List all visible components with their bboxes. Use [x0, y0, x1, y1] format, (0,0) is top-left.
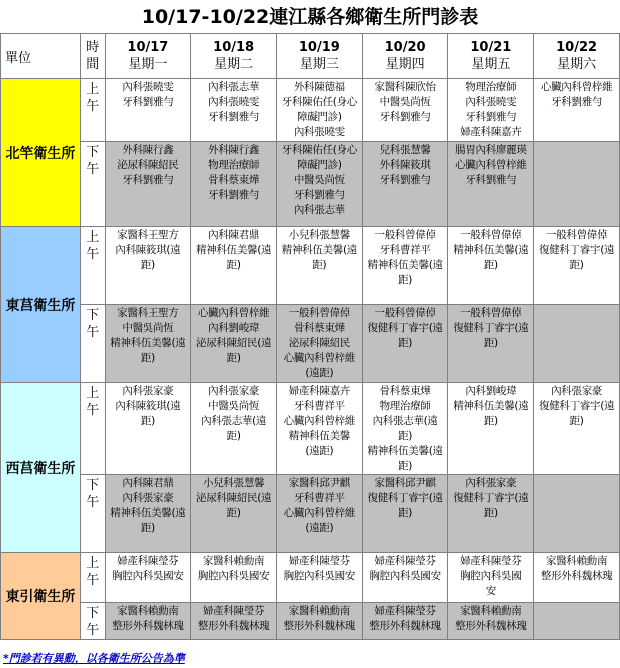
doctor-entry: 牙科劉雅勻 [551, 96, 603, 108]
doctor-entry: 距) [140, 522, 155, 534]
doctor-entry: 距) [398, 507, 413, 519]
doctor-entry: 家醫科賴勳南 [117, 605, 179, 617]
station-pm-row [1, 142, 620, 227]
doctor-entry: 精神科伍美馨(遠 [281, 244, 357, 256]
doctor-entry: 婦產科陳瑩芬 [203, 605, 265, 617]
schedule-cell [105, 79, 191, 142]
doctor-entry: 精神科伍美馨(遠 [453, 400, 529, 412]
doctor-entry: 外科陳行鑫 [122, 144, 174, 156]
doctor-entry: 內科張曉雯 [208, 96, 260, 108]
schedule-cell [534, 79, 620, 142]
doctor-entry: 婦產科陳瑩芬 [374, 605, 436, 617]
doctor-entry: 復健科丁睿宇(遠 [367, 322, 443, 334]
doctor-entry: 距) [312, 259, 327, 271]
doctor-entry: 復健科丁睿宇(遠 [367, 492, 443, 504]
doctor-entry: 距) [140, 415, 155, 427]
schedule-cell [534, 142, 620, 227]
doctor-entry: 泌尿科陳紹民(遠 [196, 337, 272, 349]
doctor-entry: 骨科蔡東燁 [379, 385, 431, 397]
day-weekday: 星期三 [299, 57, 339, 72]
day-date: 10/19 [298, 40, 340, 55]
period-text: 下午 [86, 478, 100, 510]
schedule-cell [448, 383, 534, 475]
period-label [80, 305, 105, 383]
time-header-label: 時間 [86, 40, 100, 72]
doctor-entry: 心臟內科曾梓維 [283, 507, 356, 519]
doctor-entry: 內科陳筱琪(遠 [115, 400, 181, 412]
doctor-entry: 距) [483, 415, 498, 427]
doctor-entry: 內科張家豪 [465, 477, 517, 489]
day-date: 10/18 [213, 40, 255, 55]
period-text: 上午 [86, 556, 100, 588]
day-date: 10/22 [556, 40, 598, 55]
schedule-cell [277, 603, 363, 640]
doctor-entry: 整形外科魏林瑰 [112, 620, 184, 632]
schedule-body [1, 79, 620, 640]
doctor-entry: 一般科曾偉倬 [460, 307, 522, 319]
period-label [80, 227, 105, 305]
time-header [80, 34, 105, 79]
schedule-cell [448, 603, 534, 640]
period-label [80, 475, 105, 553]
doctor-entry: 骨科蔡東燁 [208, 174, 260, 186]
doctor-entry: 距) [398, 460, 413, 472]
doctor-entry: 牙科劉雅勻 [208, 189, 260, 201]
doctor-entry: (遠距) [305, 445, 334, 457]
doctor-entry: 一般科曾偉倬 [546, 229, 608, 241]
doctor-entry: 復健科丁睿宇(遠 [453, 322, 529, 334]
schedule-cell [191, 383, 277, 475]
doctor-entry: 家醫科賴勳南 [288, 605, 350, 617]
doctor-entry: 牙科劉雅勻 [465, 174, 517, 186]
schedule-cell [448, 79, 534, 142]
doctor-entry: 精神科伍美馨(遠 [110, 507, 186, 519]
schedule-cell [277, 553, 363, 603]
doctor-entry: 距) [140, 259, 155, 271]
schedule-cell [105, 553, 191, 603]
schedule-cell [534, 227, 620, 305]
schedule-cell [534, 305, 620, 383]
day-weekday: 星期六 [557, 57, 597, 72]
doctor-entry: 中醫吳尚恆 [379, 96, 431, 108]
schedule-cell [448, 475, 534, 553]
doctor-entry: 牙科陳佑任(身心 [281, 96, 357, 108]
doctor-entry: 精神科伍美馨(遠 [367, 259, 443, 271]
schedule-cell [362, 142, 448, 227]
day-date: 10/17 [127, 40, 169, 55]
doctor-entry: 距) [226, 507, 241, 519]
period-text: 下午 [86, 606, 100, 638]
doctor-entry: 內科張曉雯 [293, 126, 345, 138]
doctor-entry: 距) [226, 430, 241, 442]
doctor-entry: 內科張家豪 [122, 385, 174, 397]
schedule-cell [105, 142, 191, 227]
day-weekday: 星期一 [128, 57, 168, 72]
doctor-entry: 內科陳筱琪(遠 [115, 244, 181, 256]
doctor-entry: 距) [398, 430, 413, 442]
day-weekday: 星期二 [214, 57, 254, 72]
doctor-entry: 距) [226, 352, 241, 364]
doctor-entry: 精神科伍美馨(遠 [196, 244, 272, 256]
doctor-entry: 家醫科賴勳南 [546, 555, 608, 567]
schedule-cell [191, 475, 277, 553]
doctor-entry: 家醫科王聖方 [117, 307, 179, 319]
schedule-cell [362, 553, 448, 603]
doctor-entry: 胸腔內科吳國安 [369, 570, 441, 582]
doctor-entry: 牙科劉雅勻 [379, 111, 431, 123]
schedule-cell [362, 79, 448, 142]
day-header [362, 34, 448, 79]
schedule-cell [105, 475, 191, 553]
day-header [277, 34, 363, 79]
day-date: 10/21 [470, 40, 512, 55]
doctor-entry: 距) [140, 352, 155, 364]
doctor-entry: 心臟內科曾梓維 [197, 307, 270, 319]
doctor-entry: 牙科曹祥平 [379, 244, 431, 256]
doctor-entry: 牙科曹祥平 [293, 492, 345, 504]
doctor-entry: 障礙門診) [297, 111, 342, 123]
doctor-entry: 中醫吳尚恆 [293, 174, 345, 186]
doctor-entry: (遠距) [305, 522, 334, 534]
period-label [80, 79, 105, 142]
schedule-cell [362, 383, 448, 475]
doctor-entry: 中醫吳尚恆 [122, 322, 174, 334]
doctor-entry: 內科張家豪 [208, 385, 260, 397]
schedule-cell [362, 475, 448, 553]
period-text: 上午 [86, 82, 100, 114]
doctor-entry: 精神科伍美馨(遠 [453, 244, 529, 256]
doctor-entry: 內科張家豪 [551, 385, 603, 397]
doctor-entry: 心臟內科曾梓維 [540, 81, 613, 93]
doctor-entry: 婦產科陳瑩芬 [288, 555, 350, 567]
doctor-entry: 小兒科張慧馨 [203, 477, 265, 489]
doctor-entry: 牙科劉雅勻 [122, 96, 174, 108]
doctor-entry: 內科張志華 [293, 204, 345, 216]
schedule-cell [534, 603, 620, 640]
doctor-entry: 內科張曉雯 [465, 96, 517, 108]
doctor-entry: 婦產科陳瑩芬 [460, 555, 522, 567]
doctor-entry: 精神科伍美馨(遠 [367, 445, 443, 457]
doctor-entry: 內科陳君鼎 [122, 477, 174, 489]
doctor-entry: 內科張家豪 [122, 492, 174, 504]
schedule-cell [362, 227, 448, 305]
schedule-cell [277, 383, 363, 475]
schedule-cell [105, 305, 191, 383]
schedule-cell [448, 305, 534, 383]
doctor-entry: 整形外科魏林瑰 [540, 570, 613, 582]
doctor-entry: 距) [569, 415, 584, 427]
doctor-entry: 婦產科陳嘉卉 [460, 126, 522, 138]
day-date: 10/20 [384, 40, 426, 55]
station-name: 東莒衛生所 [1, 227, 81, 383]
doctor-entry: 距) [398, 274, 413, 286]
station-pm-row [1, 475, 620, 553]
doctor-entry: 腸胃內科廖麗瑛 [455, 144, 527, 156]
doctor-entry: 外科陳行鑫 [208, 144, 260, 156]
station-am-row [1, 227, 620, 305]
doctor-entry: 距) [398, 337, 413, 349]
footer-note: *門診若有異動，以各衛生所公告為準 [3, 652, 185, 665]
schedule-cell [105, 227, 191, 305]
doctor-entry: 骨科蔡東燁 [293, 322, 345, 334]
doctor-entry: 家醫科邱尹麒 [374, 477, 436, 489]
doctor-entry: 中醫吳尚恆 [208, 400, 260, 412]
day-header [191, 34, 277, 79]
doctor-entry: 心臟內科曾梓維 [283, 352, 356, 364]
doctor-entry: 整形外科魏林瑰 [283, 620, 356, 632]
doctor-entry: 整形外科魏林瑰 [455, 620, 527, 632]
doctor-entry: 家醫科王聖方 [117, 229, 179, 241]
doctor-entry: 一般科曾偉倬 [288, 307, 350, 319]
doctor-entry: 距) [569, 259, 584, 271]
schedule-cell [362, 603, 448, 640]
station-name: 東引衛生所 [1, 553, 81, 640]
doctor-entry: 復健科丁睿宇(遠 [539, 244, 615, 256]
schedule-cell [105, 383, 191, 475]
header-row [1, 34, 620, 79]
doctor-entry: 婦產科陳嘉卉 [288, 385, 350, 397]
doctor-entry: 牙科曹祥平 [293, 400, 345, 412]
doctor-entry: 胸腔內科吳國安 [112, 570, 184, 582]
doctor-entry: 婦產科陳瑩芬 [117, 555, 179, 567]
period-text: 上午 [86, 230, 100, 262]
schedule-cell [277, 142, 363, 227]
day-header [534, 34, 620, 79]
doctor-entry: 內科劉峻瑋 [208, 322, 260, 334]
schedule-cell [534, 553, 620, 603]
period-text: 下午 [86, 308, 100, 340]
doctor-entry: 復健科丁睿宇(遠 [539, 400, 615, 412]
doctor-entry: 安 [485, 585, 496, 597]
doctor-entry: 牙科劉雅勻 [208, 111, 260, 123]
doctor-entry: 心臟內科曾梓維 [455, 159, 527, 171]
doctor-entry: 物理治療師 [208, 159, 260, 171]
doctor-entry: 內科劉峻瑋 [465, 385, 517, 397]
schedule-cell [448, 227, 534, 305]
period-label [80, 603, 105, 640]
station-name: 北竿衛生所 [1, 79, 81, 227]
doctor-entry: 物理治療師 [465, 81, 517, 93]
doctor-entry: (遠距) [305, 367, 334, 379]
doctor-entry: 復健科丁睿宇(遠 [453, 492, 529, 504]
day-weekday: 星期五 [471, 57, 511, 72]
schedule-cell [362, 305, 448, 383]
schedule-cell [534, 383, 620, 475]
station-pm-row [1, 603, 620, 640]
unit-header: 單位 [1, 34, 81, 79]
period-label [80, 383, 105, 475]
doctor-entry: 泌尿科陳紹民 [117, 159, 179, 171]
doctor-entry: 婦產科陳瑩芬 [374, 555, 436, 567]
doctor-entry: 距) [483, 337, 498, 349]
doctor-entry: 內科張志華(遠 [372, 415, 438, 427]
doctor-entry: 精神科伍美馨 [288, 430, 350, 442]
doctor-entry: 泌尿科陳紹民(遠 [196, 492, 272, 504]
schedule-cell [105, 603, 191, 640]
doctor-entry: 一般科曾偉倬 [374, 229, 436, 241]
doctor-entry: 家醫科陳欣怡 [374, 81, 436, 93]
schedule-cell [191, 553, 277, 603]
doctor-entry: 內科張志華(遠 [201, 415, 267, 427]
station-am-row [1, 383, 620, 475]
schedule-cell [448, 553, 534, 603]
doctor-entry: 整形外科魏林瑰 [369, 620, 441, 632]
day-header [105, 34, 191, 79]
schedule-cell [448, 142, 534, 227]
station-am-row [1, 79, 620, 142]
period-text: 下午 [86, 145, 100, 177]
doctor-entry: 家醫科賴勳南 [203, 555, 265, 567]
schedule-cell [277, 79, 363, 142]
doctor-entry: 小兒科張慧馨 [288, 229, 350, 241]
schedule-cell [191, 305, 277, 383]
doctor-entry: 內科張志華 [208, 81, 260, 93]
doctor-entry: 障礙門診) [297, 159, 342, 171]
schedule-cell [277, 475, 363, 553]
doctor-entry: 外科陳筱琪 [379, 159, 431, 171]
doctor-entry: 一般科曾偉倬 [460, 229, 522, 241]
schedule-cell [191, 142, 277, 227]
doctor-entry: 外科陳德福 [293, 81, 345, 93]
doctor-entry: 距) [226, 259, 241, 271]
doctor-entry: 心臟內科曾梓維 [283, 415, 356, 427]
doctor-entry: 胸腔內科吳國 [460, 570, 522, 582]
doctor-entry: 家醫科賴勳南 [460, 605, 522, 617]
doctor-entry: 牙科陳佑任(身心 [281, 144, 357, 156]
page-title: 10/17-10/22連江縣各鄉衛生所門診表 [141, 6, 479, 28]
schedule-table [0, 33, 620, 640]
doctor-entry: 內科陳君鼎 [208, 229, 260, 241]
doctor-entry: 泌尿科陳紹民 [288, 337, 350, 349]
doctor-entry: 整形外科魏林瑰 [197, 620, 270, 632]
schedule-cell [191, 227, 277, 305]
doctor-entry: 物理治療師 [379, 400, 431, 412]
station-name: 西莒衛生所 [1, 383, 81, 553]
doctor-entry: 胸腔內科吳國安 [283, 570, 356, 582]
schedule-cell [277, 305, 363, 383]
station-pm-row [1, 305, 620, 383]
doctor-entry: 胸腔內科吳國安 [197, 570, 270, 582]
doctor-entry: 兒科張慧馨 [379, 144, 431, 156]
schedule-cell [191, 79, 277, 142]
doctor-entry: 牙科劉雅勻 [293, 189, 345, 201]
period-text: 上午 [86, 386, 100, 418]
doctor-entry: 家醫科邱尹麒 [288, 477, 350, 489]
doctor-entry: 牙科劉雅勻 [122, 174, 174, 186]
day-weekday: 星期四 [385, 57, 425, 72]
schedule-cell [534, 475, 620, 553]
period-label [80, 142, 105, 227]
doctor-entry: 距) [483, 507, 498, 519]
schedule-cell [191, 603, 277, 640]
doctor-entry: 牙科劉雅勻 [379, 174, 431, 186]
schedule-cell [277, 227, 363, 305]
station-am-row [1, 553, 620, 603]
doctor-entry: 內科張曉雯 [122, 81, 174, 93]
doctor-entry: 牙科劉雅勻 [465, 111, 517, 123]
day-header [448, 34, 534, 79]
doctor-entry: 精神科伍美馨(遠 [110, 337, 186, 349]
doctor-entry: 距) [483, 259, 498, 271]
period-label [80, 553, 105, 603]
doctor-entry: 一般科曾偉倬 [374, 307, 436, 319]
